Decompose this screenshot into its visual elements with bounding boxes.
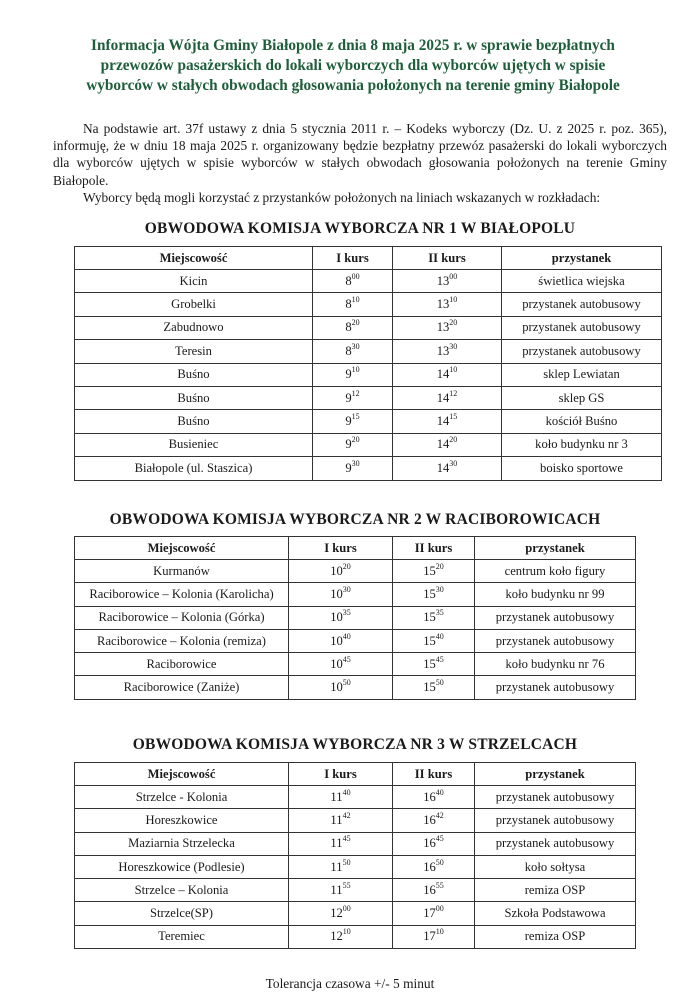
run-2-minute: 10 <box>449 295 458 305</box>
time-tolerance-note: Tolerancja czasowa +/- 5 minut <box>265 976 435 991</box>
table-row <box>75 340 662 363</box>
run-1-hour: 11 <box>330 882 343 897</box>
place-name: Buśno <box>177 414 210 429</box>
run-2-minute: 12 <box>449 388 458 398</box>
run-2-time-cell <box>393 363 502 386</box>
run-2-minute: 40 <box>435 787 444 797</box>
table-row <box>75 560 636 583</box>
run-2-hour: 15 <box>423 680 436 695</box>
run-1-minute: 55 <box>342 880 351 890</box>
table-row <box>75 316 662 339</box>
run-1-hour: 11 <box>330 812 343 827</box>
place-name: Zabudnowo <box>163 320 224 335</box>
run-2-minute: 30 <box>435 584 444 594</box>
run-1-hour: 9 <box>345 390 352 405</box>
run-1-time-cell <box>289 879 393 902</box>
run-2-hour: 13 <box>436 343 450 358</box>
run-2-time-cell <box>393 855 475 878</box>
run-1-hour: 10 <box>330 680 343 695</box>
run-1-hour: 8 <box>345 273 352 288</box>
run-2-hour: 16 <box>423 836 436 851</box>
place-cell <box>75 433 313 456</box>
stop-name: przystanek autobusowy <box>495 812 615 827</box>
table-row <box>75 606 636 629</box>
document-title <box>40 36 666 96</box>
stop-name: boisko sportowe <box>540 460 623 475</box>
run-1-minute: 20 <box>351 435 360 445</box>
run-2-time-cell <box>393 879 475 902</box>
run-2-time-cell <box>393 902 475 925</box>
stop-name: koło sołtysa <box>524 859 586 874</box>
run-1-hour: 9 <box>345 367 352 382</box>
header-place: Miejscowość <box>75 247 313 270</box>
stop-name: sklep Lewiatan <box>543 367 620 382</box>
place-cell <box>75 809 289 832</box>
table-row <box>75 786 636 809</box>
place-cell <box>75 386 313 409</box>
table-row <box>75 832 636 855</box>
header-run-2: II kurs <box>393 247 502 270</box>
run-1-time-cell <box>313 316 393 339</box>
run-2-time-cell <box>393 676 475 699</box>
run-2-minute: 20 <box>435 561 444 571</box>
stop-name: koło budynku nr 99 <box>505 586 605 601</box>
place-name: Raciborowice <box>146 656 217 671</box>
stop-cell <box>475 629 636 652</box>
place-cell <box>75 457 313 480</box>
run-1-time-cell <box>313 386 393 409</box>
run-2-minute: 00 <box>449 271 458 281</box>
run-2-hour: 15 <box>423 656 436 671</box>
run-1-hour: 11 <box>330 789 343 804</box>
table-row <box>75 457 662 480</box>
stop-name: kościół Buśno <box>545 414 618 429</box>
run-2-minute: 50 <box>435 678 444 688</box>
table-row <box>75 270 662 293</box>
header-place: Miejscowość <box>75 537 289 560</box>
run-2-minute: 30 <box>449 341 458 351</box>
place-cell <box>75 340 313 363</box>
header-run-1: I kurs <box>289 763 393 786</box>
run-2-hour: 16 <box>423 882 436 897</box>
run-1-minute: 42 <box>342 810 351 820</box>
run-2-minute: 20 <box>449 318 458 328</box>
run-1-minute: 10 <box>342 927 351 937</box>
place-name: Strzelce(SP) <box>150 906 213 921</box>
place-name: Kurmanów <box>153 563 210 578</box>
run-1-hour: 8 <box>345 320 352 335</box>
header-run-1: I kurs <box>313 247 393 270</box>
table-row <box>75 855 636 878</box>
run-1-time-cell <box>313 363 393 386</box>
schedule-table-1 <box>74 246 662 481</box>
run-1-minute: 30 <box>351 458 360 468</box>
run-2-minute: 10 <box>449 365 458 375</box>
run-2-minute: 55 <box>435 880 444 890</box>
stop-name: przystanek autobusowy <box>522 343 641 358</box>
run-2-time-cell <box>393 583 475 606</box>
intro-paragraph-1: Na podstawie art. 37f ustawy z dnia 5 stycznia 2011 r. – Kodeks wyborczy (Dz. U. z 2025 r. poz. 365), informuję, że w dniu 18 maja 2025 r. organizowany będzie bezpłatny przewóz pasażerski do lokali wyborczych dla wyborców ujętych w spisie wyborców w stałych obwodach głosowania położonych na terenie Gminy Białopole. <box>53 121 667 188</box>
place-name: Horeszkowice <box>145 812 218 827</box>
place-cell <box>75 363 313 386</box>
run-1-minute: 40 <box>342 631 351 641</box>
stop-cell <box>475 809 636 832</box>
stop-cell <box>475 832 636 855</box>
place-name: Raciborowice – Kolonia (remiza) <box>97 633 266 648</box>
table-header-row <box>75 247 662 270</box>
intro-text <box>53 120 667 206</box>
run-1-time-cell <box>289 560 393 583</box>
run-2-minute: 20 <box>449 435 458 445</box>
run-2-time-cell <box>393 316 502 339</box>
run-1-minute: 20 <box>351 318 360 328</box>
run-2-hour: 13 <box>436 297 450 312</box>
stop-name: koło budynku nr 76 <box>505 656 605 671</box>
stop-cell <box>475 653 636 676</box>
run-2-hour: 14 <box>436 367 450 382</box>
place-name: Buśno <box>177 390 210 405</box>
run-1-minute: 10 <box>351 295 360 305</box>
run-1-time-cell <box>289 902 393 925</box>
place-cell <box>75 676 289 699</box>
run-1-time-cell <box>313 433 393 456</box>
place-cell <box>75 879 289 902</box>
stop-cell <box>502 270 662 293</box>
title-line-3: wyborców w stałych obwodach głosowania położonych na terenie gminy Białopole <box>86 77 620 94</box>
stop-cell <box>475 855 636 878</box>
run-1-hour: 10 <box>330 610 343 625</box>
run-2-hour: 15 <box>423 633 436 648</box>
header-stop: przystanek <box>475 537 636 560</box>
run-1-hour: 9 <box>345 414 352 429</box>
schedule-table-2 <box>74 536 636 700</box>
place-cell <box>75 410 313 433</box>
run-1-hour: 11 <box>330 836 343 851</box>
stop-name: koło budynku nr 3 <box>535 437 628 452</box>
run-2-hour: 17 <box>423 929 436 944</box>
run-2-time-cell <box>393 832 475 855</box>
place-name: Raciborowice – Kolonia (Górka) <box>98 610 265 625</box>
run-1-time-cell <box>313 270 393 293</box>
run-2-time-cell <box>393 293 502 316</box>
run-1-minute: 45 <box>342 654 351 664</box>
stop-cell <box>475 786 636 809</box>
run-1-time-cell <box>289 583 393 606</box>
run-1-hour: 10 <box>330 563 343 578</box>
run-2-minute: 10 <box>435 927 444 937</box>
run-1-hour: 8 <box>345 343 352 358</box>
header-stop: przystanek <box>502 247 662 270</box>
run-1-minute: 45 <box>342 834 351 844</box>
run-1-hour: 10 <box>330 633 343 648</box>
section-2-title: OBWODOWA KOMISJA WYBORCZA NR 2 W RACIBOROWICACH <box>109 511 601 528</box>
run-2-minute: 50 <box>435 857 444 867</box>
run-1-time-cell <box>289 653 393 676</box>
place-cell <box>75 902 289 925</box>
run-2-minute: 15 <box>449 412 458 422</box>
run-2-time-cell <box>393 386 502 409</box>
header-place: Miejscowość <box>75 763 289 786</box>
table-row <box>75 433 662 456</box>
place-cell <box>75 786 289 809</box>
run-2-minute: 30 <box>449 458 458 468</box>
title-line-2: przewozów pasażerskich do lokali wyborczych dla wyborców ujętych w spisie <box>100 57 606 74</box>
run-2-time-cell <box>393 809 475 832</box>
place-cell <box>75 560 289 583</box>
run-2-hour: 14 <box>436 414 450 429</box>
run-2-hour: 15 <box>423 563 436 578</box>
stop-cell <box>502 340 662 363</box>
schedule-table-3 <box>74 762 636 949</box>
table-row <box>75 386 662 409</box>
title-line-1: Informacja Wójta Gminy Białopole z dnia 8 maja 2025 r. w sprawie bezpłatnych <box>91 37 615 54</box>
place-cell <box>75 832 289 855</box>
place-cell <box>75 316 313 339</box>
run-1-hour: 8 <box>345 297 352 312</box>
place-name: Białopole (ul. Staszica) <box>134 460 253 475</box>
run-1-time-cell <box>289 629 393 652</box>
run-1-minute: 12 <box>351 388 360 398</box>
run-1-minute: 20 <box>342 561 351 571</box>
run-1-hour: 11 <box>330 859 343 874</box>
run-1-time-cell <box>289 606 393 629</box>
run-2-time-cell <box>393 270 502 293</box>
header-run-1: I kurs <box>289 537 393 560</box>
place-name: Busieniec <box>168 437 219 452</box>
run-2-minute: 45 <box>435 834 444 844</box>
place-name: Kicin <box>179 273 208 288</box>
stop-name: Szkoła Podstawowa <box>504 906 606 921</box>
run-1-minute: 00 <box>342 904 351 914</box>
stop-name: przystanek autobusowy <box>495 789 615 804</box>
run-1-time-cell <box>289 925 393 948</box>
run-2-hour: 13 <box>436 273 450 288</box>
run-2-hour: 14 <box>436 437 450 452</box>
run-2-hour: 17 <box>423 906 436 921</box>
table-row <box>75 629 636 652</box>
run-1-minute: 35 <box>342 608 351 618</box>
header-run-2: II kurs <box>393 763 475 786</box>
run-2-time-cell <box>393 457 502 480</box>
run-2-hour: 15 <box>423 586 436 601</box>
intro-paragraph-2: Wyborcy będą mogli korzystać z przystanków położonych na liniach wskazanych w rozkładach: <box>83 189 601 205</box>
run-1-hour: 10 <box>330 656 343 671</box>
table-row <box>75 653 636 676</box>
stop-name: przystanek autobusowy <box>495 836 615 851</box>
stop-cell <box>502 316 662 339</box>
run-2-minute: 35 <box>435 608 444 618</box>
table-header-row <box>75 537 636 560</box>
run-2-time-cell <box>393 925 475 948</box>
stop-cell <box>502 386 662 409</box>
place-cell <box>75 293 313 316</box>
run-2-time-cell <box>393 629 475 652</box>
stop-name: przystanek autobusowy <box>522 320 641 335</box>
run-2-hour: 13 <box>436 320 450 335</box>
run-2-time-cell <box>393 653 475 676</box>
place-name: Buśno <box>177 367 210 382</box>
stop-name: świetlica wiejska <box>538 273 625 288</box>
run-2-time-cell <box>393 433 502 456</box>
run-2-time-cell <box>393 606 475 629</box>
place-cell <box>75 653 289 676</box>
stop-name: centrum koło figury <box>504 563 606 578</box>
run-1-hour: 12 <box>330 929 343 944</box>
run-2-time-cell <box>393 560 475 583</box>
section-3-title: OBWODOWA KOMISJA WYBORCZA NR 3 W STRZELCACH <box>132 736 578 753</box>
place-cell <box>75 855 289 878</box>
stop-name: sklep GS <box>558 390 605 405</box>
run-1-time-cell <box>313 410 393 433</box>
table-row <box>75 410 662 433</box>
place-cell <box>75 583 289 606</box>
stop-cell <box>502 410 662 433</box>
run-2-hour: 14 <box>436 460 450 475</box>
stop-name: przystanek autobusowy <box>495 633 615 648</box>
table-header-row <box>75 763 636 786</box>
stop-name: przystanek autobusowy <box>495 610 615 625</box>
run-2-minute: 40 <box>435 631 444 641</box>
stop-name: przystanek autobusowy <box>495 680 615 695</box>
place-name: Horeszkowice (Podlesie) <box>118 859 245 874</box>
run-1-minute: 50 <box>342 678 351 688</box>
run-2-hour: 15 <box>423 610 436 625</box>
stop-cell <box>475 583 636 606</box>
table-row <box>75 925 636 948</box>
run-1-time-cell <box>313 293 393 316</box>
stop-cell <box>475 676 636 699</box>
run-2-minute: 45 <box>435 654 444 664</box>
stop-cell <box>475 902 636 925</box>
section-1-title: OBWODOWA KOMISJA WYBORCZA NR 1 W BIAŁOPOLU <box>144 220 576 237</box>
place-cell <box>75 606 289 629</box>
place-name: Teremiec <box>158 929 205 944</box>
run-2-time-cell <box>393 340 502 363</box>
run-1-minute: 30 <box>351 341 360 351</box>
run-2-hour: 16 <box>423 859 436 874</box>
run-1-time-cell <box>313 457 393 480</box>
run-1-minute: 00 <box>351 271 360 281</box>
run-1-minute: 15 <box>351 412 360 422</box>
run-2-time-cell <box>393 410 502 433</box>
run-1-minute: 30 <box>342 584 351 594</box>
place-name: Raciborowice – Kolonia (Karolicha) <box>89 586 274 601</box>
run-1-minute: 10 <box>351 365 360 375</box>
run-2-minute: 42 <box>435 810 444 820</box>
run-1-time-cell <box>289 676 393 699</box>
place-name: Maziarnia Strzelecka <box>128 836 235 851</box>
place-name: Strzelce - Kolonia <box>135 789 228 804</box>
run-1-minute: 50 <box>342 857 351 867</box>
stop-name: przystanek autobusowy <box>522 297 641 312</box>
stop-cell <box>475 879 636 902</box>
header-stop: przystanek <box>475 763 636 786</box>
run-1-time-cell <box>289 855 393 878</box>
place-cell <box>75 629 289 652</box>
header-run-2: II kurs <box>393 537 475 560</box>
place-cell <box>75 925 289 948</box>
table-row <box>75 293 662 316</box>
stop-name: remiza OSP <box>524 882 586 897</box>
run-1-hour: 9 <box>345 437 352 452</box>
run-1-hour: 12 <box>330 906 343 921</box>
stop-name: remiza OSP <box>524 929 586 944</box>
run-2-time-cell <box>393 786 475 809</box>
run-1-minute: 40 <box>342 787 351 797</box>
run-1-time-cell <box>313 340 393 363</box>
place-name: Teresin <box>175 343 212 358</box>
run-2-minute: 00 <box>435 904 444 914</box>
table-row <box>75 902 636 925</box>
table-row <box>75 879 636 902</box>
run-1-time-cell <box>289 786 393 809</box>
place-cell <box>75 270 313 293</box>
place-name: Grobelki <box>171 297 216 312</box>
stop-cell <box>502 293 662 316</box>
run-2-hour: 16 <box>423 789 436 804</box>
stop-cell <box>502 363 662 386</box>
table-row <box>75 583 636 606</box>
stop-cell <box>475 560 636 583</box>
run-2-hour: 14 <box>436 390 450 405</box>
run-1-hour: 10 <box>330 586 343 601</box>
table-row <box>75 363 662 386</box>
place-name: Strzelce – Kolonia <box>134 882 229 897</box>
run-1-time-cell <box>289 832 393 855</box>
table-row <box>75 676 636 699</box>
stop-cell <box>502 433 662 456</box>
stop-cell <box>502 457 662 480</box>
place-name: Raciborowice (Zaniże) <box>123 680 240 695</box>
run-2-hour: 16 <box>423 812 436 827</box>
run-1-time-cell <box>289 809 393 832</box>
run-1-hour: 9 <box>345 460 352 475</box>
table-row <box>75 809 636 832</box>
stop-cell <box>475 925 636 948</box>
stop-cell <box>475 606 636 629</box>
